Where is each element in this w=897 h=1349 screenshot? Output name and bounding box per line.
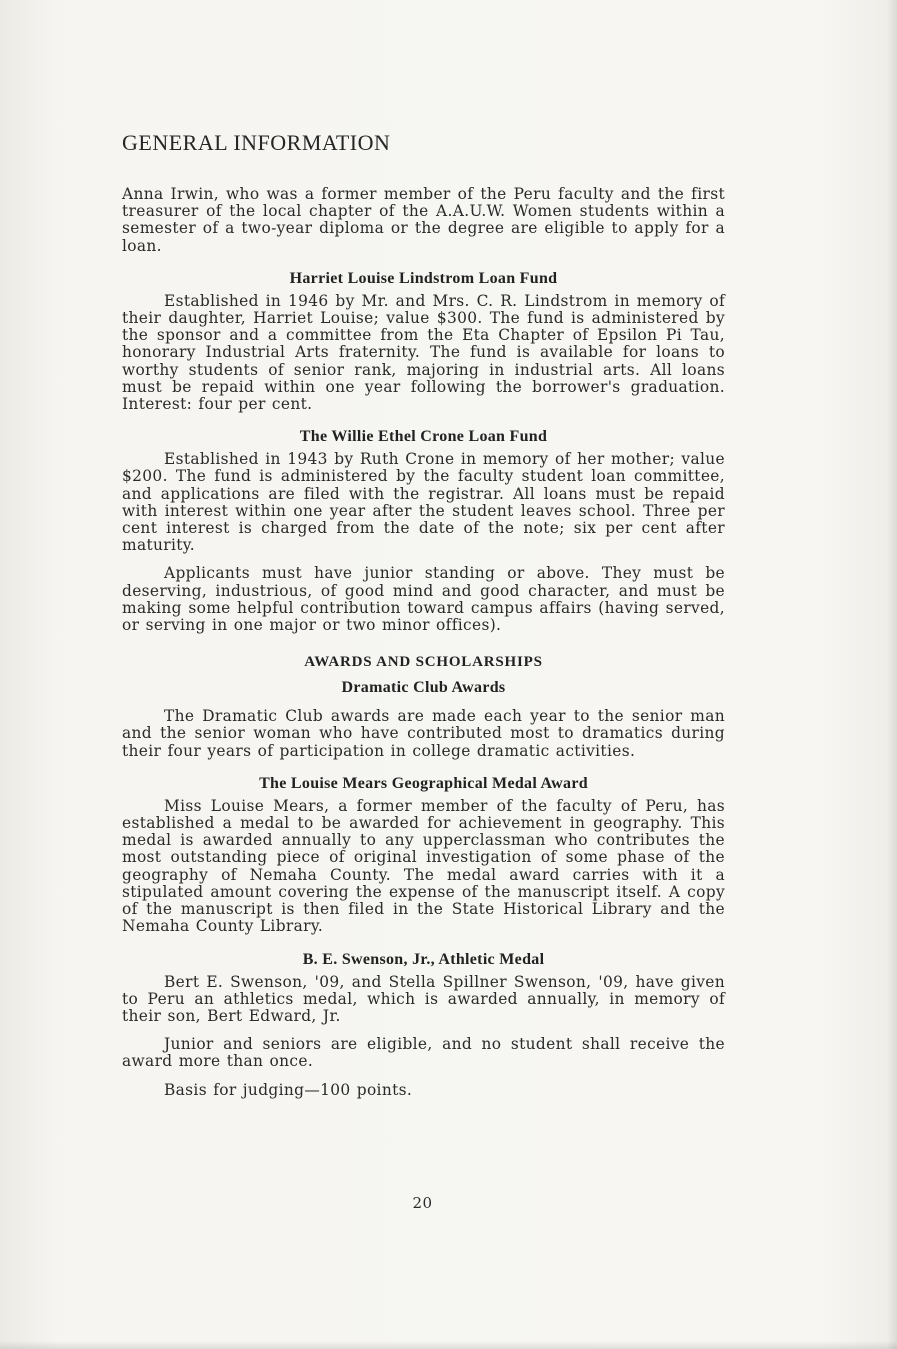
swenson-heading: B. E. Swenson, Jr., Athletic Medal <box>302 950 545 968</box>
mears-body: Miss Louise Mears, a former member of the faculty of Peru, has established a medal to be awarded for achievement in geography. This medal is awarded annually to any upperclassman who contributes the most outstanding piece of original investigation of some phase of the geography of Nemaha County. The medal award carries with it a stipulated amount covering the expense of the manuscript itself. A copy of the manuscript is then filed in the State Historical Library and the Nemaha County Library. <box>122 796 725 936</box>
lindstrom-body: Established in 1946 by Mr. and Mrs. C. R. Lindstrom in memory of their daughter, Harriet Louise; value $300. The fund is administered by the sponsor and a committee from the Eta Chapter of Epsilon Pi Tau, honorary Industrial Arts fraternity. The fund is available for loans to worthy students of senior rank, majoring in industrial arts. All loans must be repaid within one year following the borrower's graduation. Interest: four per cent. <box>122 291 725 414</box>
dramatic-body: The Dramatic Club awards are made each year to the senior man and the senior woman who have contributed most to dramatics during their four years of participation in college dramatic activities. <box>122 707 725 760</box>
swenson-body-3: Basis for judging—100 points. <box>164 1080 413 1099</box>
page-bottom-edge <box>0 1341 897 1349</box>
swenson-body: Bert E. Swenson, '09, and Stella Spillner Swenson, '09, have given to Peru an athletics medal, which is awarded annually, in memory of their son, Bert Edward, Jr. <box>122 972 725 1025</box>
crone-body-2: Applicants must have junior standing or above. They must be deserving, industrious, of good mind and good character, and must be making some helpful contribution toward campus affairs (having served, or serving in one major or two minor offices). <box>122 564 725 635</box>
page-number: 20 <box>412 1194 433 1212</box>
section-title: GENERAL INFORMATION <box>122 130 391 155</box>
page-edge-shadow <box>887 0 897 1349</box>
crone-body: Established in 1943 by Ruth Crone in memory of her mother; value $200. The fund is administered by the faculty student loan committee, and applications are filed with the registrar. All loans must be repaid with interest within one year after the student leaves school. Three per cent interest is charged from the date of the note; six per cent after maturity. <box>122 450 725 555</box>
dramatic-heading: Dramatic Club Awards <box>341 679 506 697</box>
mears-heading: The Louise Mears Geographical Medal Award <box>259 774 588 792</box>
intro-paragraph: Anna Irwin, who was a former member of the Peru faculty and the first treasurer of the local chapter of the A.A.U.W. Women students within a semester of a two-year diploma or the degree are eligible to apply for a loan. <box>122 185 725 255</box>
page-content <box>122 130 725 1099</box>
swenson-body-2: Junior and seniors are eligible, and no student shall receive the award more than once. <box>122 1035 725 1071</box>
awards-heading: AWARDS AND SCHOLARSHIPS <box>304 654 543 671</box>
lindstrom-heading: Harriet Louise Lindstrom Loan Fund <box>289 269 558 287</box>
crone-heading: The Willie Ethel Crone Loan Fund <box>299 428 548 446</box>
